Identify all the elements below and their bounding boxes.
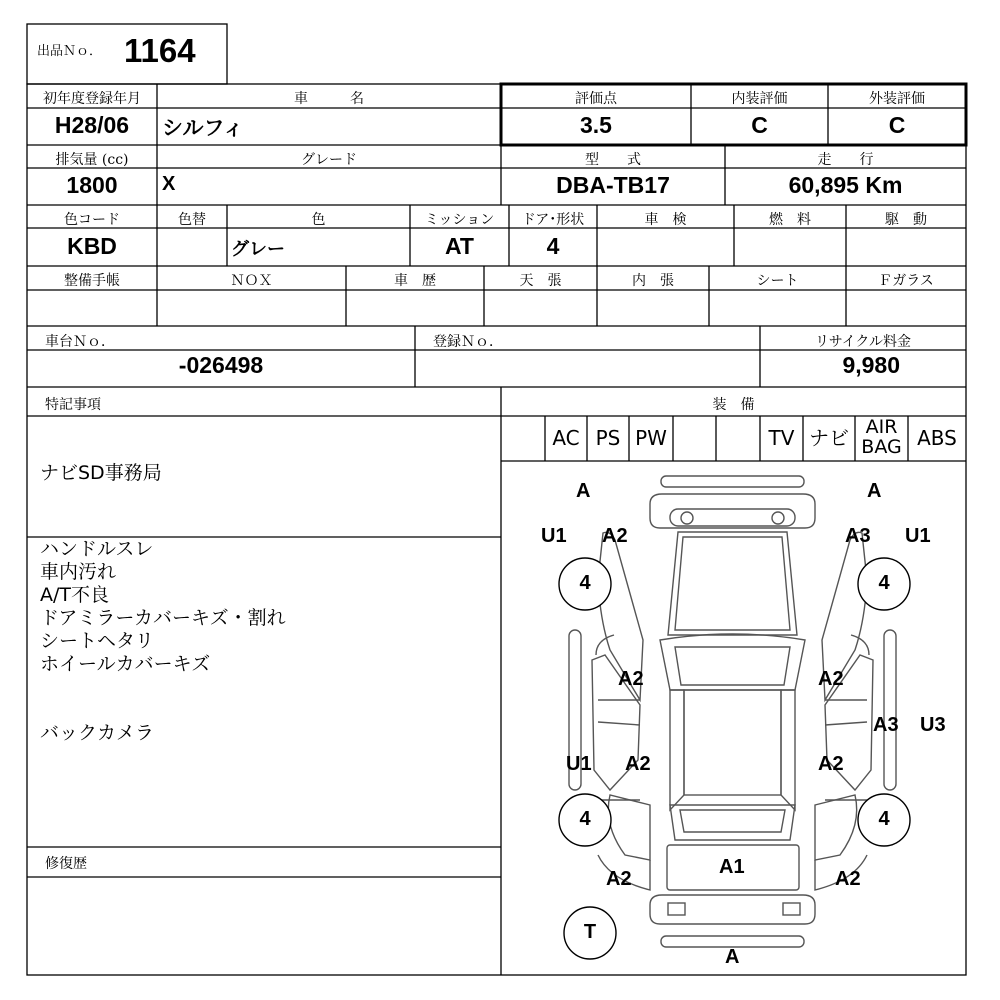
mark-right-rear-1: A3	[873, 714, 899, 736]
equipment-item-ac: AC	[552, 426, 580, 450]
nox-label: ＮＯＸ	[230, 273, 273, 289]
tire-rear-left-grade: 4	[579, 808, 591, 830]
equipment-item-navi: ナビ	[809, 426, 849, 450]
tire-front-right-grade: 4	[878, 572, 890, 594]
doors-label: ドア･形状	[521, 212, 585, 228]
drive-label: 駆 動	[885, 212, 927, 228]
color-label: 色	[311, 212, 326, 228]
lot-number-value: 1164	[124, 32, 196, 69]
mark-front-right-1: A3	[845, 525, 871, 547]
mark-right-front-door: A2	[818, 668, 844, 690]
mileage-value: 60,895 Km	[788, 172, 903, 198]
mark-right-rear-2: U3	[920, 714, 946, 736]
mission-label: ミッション	[424, 212, 495, 228]
recycle-fee-label: リサイクル料金	[814, 334, 912, 350]
lot-number-label: 出品Ｎｏ．	[37, 44, 103, 59]
chassis-number-value: -026498	[178, 352, 264, 378]
car-name-label: 車 名	[294, 91, 364, 107]
notes-back-camera: バックカメラ	[40, 722, 155, 744]
car-name-value: シルフィ	[162, 117, 244, 140]
mark-left-front-door: A2	[618, 668, 644, 690]
front-glass-label: Ｆガラス	[878, 273, 934, 289]
ceiling-label: 天 張	[519, 273, 562, 289]
exterior-grade-label: 外装評価	[869, 91, 925, 107]
equipment-item-airbag: AIR BAG	[861, 416, 902, 458]
mark-front-left-bumper: A	[576, 480, 591, 502]
vehicle-history-label: 車 歴	[394, 273, 436, 289]
notes-line-navi: ナビSD事務局	[40, 462, 162, 484]
color-value: グレー	[231, 239, 285, 259]
equipment-label: 装 備	[712, 397, 755, 413]
mark-front-right-2: U1	[905, 525, 931, 547]
tire-rear-right-grade: 4	[878, 808, 890, 830]
lot-number-box	[27, 24, 227, 84]
mark-left-rear-2: A2	[625, 753, 651, 775]
grade-label: グレード	[301, 152, 357, 168]
spare-tire-mark: T	[583, 921, 597, 943]
chassis-number-label: 車台Ｎｏ．	[45, 334, 115, 350]
interior-grade-value: C	[751, 112, 768, 138]
color-code-value: KBD	[67, 233, 117, 259]
mark-left-rear-1: U1	[566, 753, 592, 775]
mark-rear-right-quarter: A2	[835, 868, 861, 890]
equipment-item-abs: ABS	[917, 426, 957, 450]
mark-rear-bumper: A	[725, 946, 740, 968]
displacement-value: 1800	[66, 172, 118, 198]
mark-front-right-bumper: A	[867, 480, 882, 502]
grade-value: X	[162, 173, 176, 195]
registration-number-label: 登録Ｎｏ．	[433, 334, 503, 350]
repair-history-label: 修復歴	[45, 856, 87, 872]
first-registration-value: H28/06	[54, 112, 130, 138]
notes-label: 特記事項	[45, 397, 101, 413]
displacement-label: 排気量 (cc)	[55, 152, 129, 168]
tire-front-left-grade: 4	[579, 572, 591, 594]
color-code-label: 色コード	[64, 212, 120, 228]
mark-rear-left-quarter: A2	[606, 868, 632, 890]
doors-value: 4	[546, 233, 560, 259]
mileage-label: 走 行	[817, 152, 874, 168]
score-label: 評価点	[575, 91, 617, 107]
interior-grade-label: 内装評価	[731, 91, 788, 107]
exterior-grade-value: C	[888, 112, 906, 138]
mark-right-rear-door: A2	[818, 753, 844, 775]
equipment-item-tv: TV	[768, 426, 795, 450]
equipment-item-ps: PS	[595, 426, 621, 450]
mark-trunk: A1	[719, 856, 745, 878]
model-code-label: 型 式	[585, 152, 641, 168]
mark-front-left-1: U1	[541, 525, 567, 547]
fuel-label: 燃 料	[769, 212, 811, 228]
repaint-label: 色替	[178, 212, 206, 228]
seat-label: シート	[756, 273, 799, 289]
inspection-label: 車 検	[644, 212, 687, 228]
mission-value: AT	[445, 233, 474, 259]
mark-front-left-2: A2	[602, 525, 628, 547]
maintenance-book-label: 整備手帳	[64, 273, 120, 289]
recycle-fee-value: 9,980	[842, 352, 900, 378]
first-registration-label: 初年度登録年月	[43, 91, 141, 107]
model-code-value: DBA-TB17	[556, 172, 670, 198]
notes-list: ハンドルスレ 車内汚れ A/T不良 ドアミラーカバーキズ・割れ シートヘタリ ホイールカバーキズ	[40, 538, 286, 675]
equipment-item-pw: PW	[635, 426, 667, 450]
score-value: 3.5	[580, 112, 612, 138]
inner-trim-label: 内 張	[632, 273, 674, 289]
